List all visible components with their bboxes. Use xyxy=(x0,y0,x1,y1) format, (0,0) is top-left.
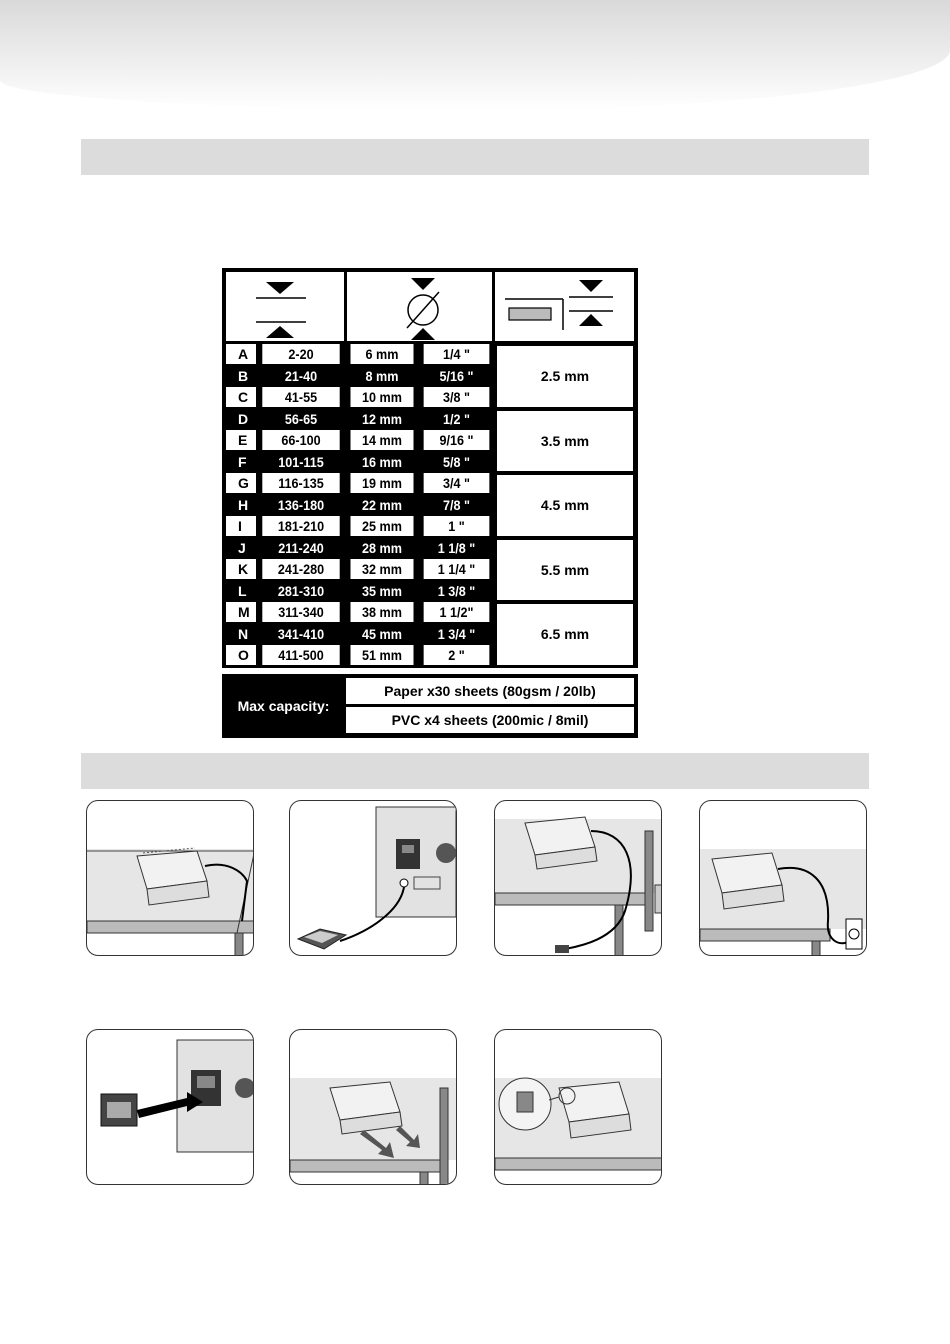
row-comb-mm: 14 mm xyxy=(351,430,414,450)
row-comb-mm: 28 mm xyxy=(351,538,414,558)
row-letter: L xyxy=(226,581,256,601)
comb-diameter-icon xyxy=(347,272,492,341)
spacing-value: 6.5 mm xyxy=(497,604,633,665)
row-letter: K xyxy=(226,559,256,579)
header-binding-margin xyxy=(495,272,634,341)
row-comb-mm: 8 mm xyxy=(351,366,414,386)
row-sheet-range: 211-240 xyxy=(262,538,339,558)
row-letter: A xyxy=(226,344,256,364)
row-comb-mm: 19 mm xyxy=(351,473,414,493)
row-letter: G xyxy=(226,473,256,493)
row-letter: O xyxy=(226,645,256,665)
binding-margin-icon xyxy=(495,272,634,341)
header-sheet-thickness xyxy=(226,272,344,341)
row-comb-inch: 1 3/4 " xyxy=(424,624,490,644)
row-comb-mm: 32 mm xyxy=(351,559,414,579)
row-comb-inch: 1 1/4 " xyxy=(424,559,490,579)
row-sheet-range: 136-180 xyxy=(262,495,339,515)
row-comb-mm: 35 mm xyxy=(351,581,414,601)
row-comb-inch: 7/8 " xyxy=(424,495,490,515)
page-header-band xyxy=(0,0,950,110)
row-comb-inch: 3/4 " xyxy=(424,473,490,493)
spacing-value: 5.5 mm xyxy=(497,540,633,601)
row-comb-mm: 25 mm xyxy=(351,516,414,536)
row-letter: F xyxy=(226,452,256,472)
row-comb-mm: 38 mm xyxy=(351,602,414,622)
row-letter: N xyxy=(226,624,256,644)
row-letter: J xyxy=(226,538,256,558)
row-sheet-range: 411-500 xyxy=(262,645,339,665)
section-bar-specifications xyxy=(81,139,869,175)
row-comb-inch: 1 1/2" xyxy=(424,602,490,622)
row-comb-mm: 51 mm xyxy=(351,645,414,665)
row-sheet-range: 41-55 xyxy=(262,387,339,407)
step-plug-into-outlet xyxy=(699,800,867,956)
row-comb-mm: 6 mm xyxy=(351,344,414,364)
row-sheet-range: 241-280 xyxy=(262,559,339,579)
step-connect-foot-pedal xyxy=(289,800,457,956)
row-letter: E xyxy=(226,430,256,450)
row-sheet-range: 101-115 xyxy=(262,452,339,472)
row-sheet-range: 66-100 xyxy=(262,430,339,450)
spacing-value: 4.5 mm xyxy=(497,475,633,536)
row-letter: M xyxy=(226,602,256,622)
row-sheet-range: 56-65 xyxy=(262,409,339,429)
row-sheet-range: 21-40 xyxy=(262,366,339,386)
row-letter: B xyxy=(226,366,256,386)
section-bar-installation xyxy=(81,753,869,789)
row-comb-inch: 1 1/8 " xyxy=(424,538,490,558)
row-comb-inch: 3/8 " xyxy=(424,387,490,407)
row-comb-inch: 1/4 " xyxy=(424,344,490,364)
row-comb-mm: 22 mm xyxy=(351,495,414,515)
wall-outlet-icon xyxy=(846,919,862,949)
row-letter: I xyxy=(226,516,256,536)
row-comb-inch: 5/8 " xyxy=(424,452,490,472)
row-comb-mm: 45 mm xyxy=(351,624,414,644)
foot-pedal-icon xyxy=(298,929,346,949)
row-sheet-range: 116-135 xyxy=(262,473,339,493)
row-letter: D xyxy=(226,409,256,429)
row-comb-inch: 1/2 " xyxy=(424,409,490,429)
step-place-on-table xyxy=(86,800,254,956)
sheet-thickness-icon xyxy=(226,272,344,341)
row-comb-mm: 16 mm xyxy=(351,452,414,472)
row-letter: C xyxy=(226,387,256,407)
row-sheet-range: 181-210 xyxy=(262,516,339,536)
spacing-value: 2.5 mm xyxy=(497,346,633,407)
row-comb-inch: 2 " xyxy=(424,645,490,665)
row-sheet-range: 341-410 xyxy=(262,624,339,644)
row-comb-mm: 10 mm xyxy=(351,387,414,407)
max-capacity-label: Max capacity: xyxy=(237,698,330,714)
row-comb-inch: 5/16 " xyxy=(424,366,490,386)
row-comb-mm: 12 mm xyxy=(351,409,414,429)
header-comb-diameter xyxy=(347,272,492,341)
spacing-value: 3.5 mm xyxy=(497,411,633,472)
step-pull-out-tray xyxy=(289,1029,457,1185)
capacity-paper: Paper x30 sheets (80gsm / 20lb) xyxy=(346,678,634,704)
binding-machine-icon xyxy=(137,848,209,905)
row-letter: H xyxy=(226,495,256,515)
step-route-pedal-cable xyxy=(494,800,662,956)
row-sheet-range: 311-340 xyxy=(262,602,339,622)
row-sheet-range: 281-310 xyxy=(262,581,339,601)
capacity-pvc: PVC x4 sheets (200mic / 8mil) xyxy=(346,707,634,733)
power-switch-icon xyxy=(101,1094,137,1126)
row-sheet-range: 2-20 xyxy=(262,344,339,364)
row-comb-inch: 1 3/8 " xyxy=(424,581,490,601)
step-check-indicator xyxy=(494,1029,662,1185)
row-comb-inch: 1 " xyxy=(424,516,490,536)
step-power-switch-on xyxy=(86,1029,254,1185)
row-comb-inch: 9/16 " xyxy=(424,430,490,450)
